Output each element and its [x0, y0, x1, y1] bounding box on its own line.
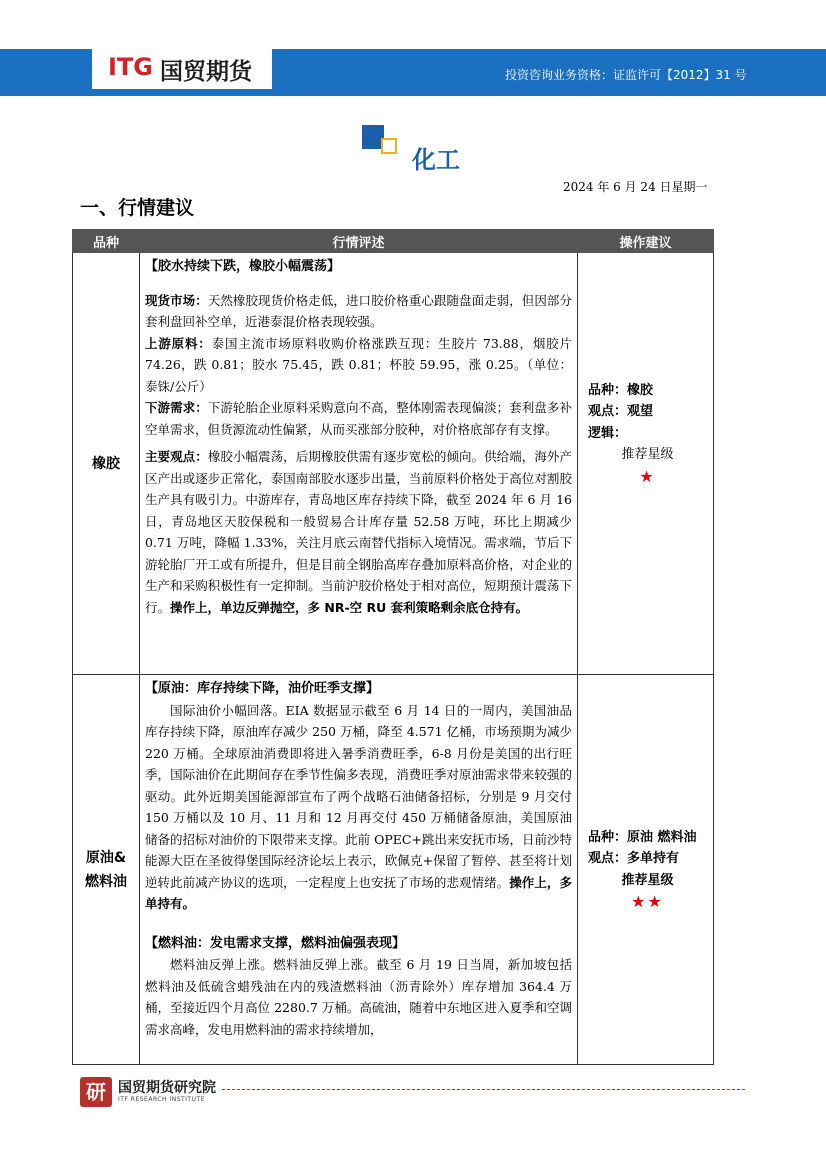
rubber-upstream: 上游原料：泰国主流市场原料收购价格涨跌互现：生胶片 73.88，烟胶片 74.26，跌 0.81；胶水 75.45，跌 0.81；杯胶 59.95，涨 0.25。（单位：泰铢/公斤）: [145, 335, 572, 394]
logo-itg: ITG: [108, 53, 153, 81]
report-date: 2024 年 6 月 24 日星期一: [563, 180, 708, 194]
crude-text: 国际油价小幅回落。EIA 数据显示截至 6 月 14 日的一周内，美国油品库存持续下降，原油库存减少 250 万桶，降至 4.571 亿桶，市场预期为减少 220 万桶。全球原油消费即将进入暑季消费旺季，6-8 月份是美国的出行旺季，国际油价在此期间存在季节性偏多表现，消费旺季对原油需求带来较强的驱动。此外近期美国能源部宣布了两个战略石油储备招标，分别是 9 月交付 150 万桶以及 10 月、11 月和 12 月再交付 450 万桶储备原油，美国原油储备的招标对油价的下限带来支撑。此前 OPEC+跳出来安抚市场，日前沙特能源大臣在圣彼得堡国际经济论坛上表示，欧佩克+保留了暂停、甚至将计划逆转此前减产协议的选项，一定程度上也安抚了市场的悲观情绪。操作上，多单持有。: [145, 702, 572, 911]
operation-oil: [578, 675, 714, 1065]
section-title: 化工: [412, 146, 460, 174]
license-text: 投资咨询业务资格：证监许可【2012】31 号: [505, 68, 747, 82]
rubber-spot: 现货市场：天然橡胶现货价格走低，进口胶价格重心跟随盘面走弱，但因部分套利盘回补空单，近港泰混价格表现较强。: [145, 292, 572, 329]
op-rubber-variety: 品种：橡胶: [588, 382, 654, 398]
section-outline-square-icon: [381, 138, 397, 154]
crude-title: 【原油：库存持续下降，油价旺季支撑】: [145, 681, 380, 696]
op-oil-variety: 品种：原油 燃料油: [588, 829, 697, 845]
comment-rubber: [140, 253, 578, 675]
op-rubber-rating-label: 推荐星级: [621, 447, 674, 463]
institute-seal-icon: 研: [80, 1077, 112, 1107]
operation-rubber: [578, 253, 714, 675]
table-header-row: [73, 230, 714, 253]
op-rubber-stars: ★: [639, 466, 656, 486]
op-rubber-view: 观点：观望: [588, 404, 654, 420]
fuel-text: 燃料油反弹上涨。燃料油反弹上涨。截至 6 月 19 日当周，新加坡包括燃料油及低硫含蜡残油在内的残渣燃料油（沥青除外）库存增加 364.4 万桶，至接近四个月高位 2280.7 万桶。高硫油，随着中东地区进入夏季和空调需求高峰，发电用燃料油的需求持续增加，: [145, 957, 572, 1037]
column-header-variety: 品种: [73, 230, 140, 253]
rubber-view: 主要观点：橡胶小幅震荡，后期橡胶供需有逐步宽松的倾向。供给端，海外产区产出或逐步正常化，泰国南部胶水逐步出量，当前原料价格处于高位对割胶生产具有吸引力。中游库存，青岛地区库存持续下降，截至 2024 年 6 月 16 日，青岛地区天胶保税和一般贸易合计库存量 52.58 万吨，环比上期减少 0.71 万吨，降幅 1.33%，关注月底云南替代指标入境情况。需求端，节后下游轮胎厂开工或有所提升，但是目前全钢胎高库存叠加原料高价格，对企业的生产和采购积极性有一定抑制。当前沪胶价格处于相对高位，短期预计震荡下行。操作上，单边反弹抛空，多 NR-空 RU 套利策略剩余底仓持有。: [145, 449, 572, 615]
comment-oil: [140, 675, 578, 1065]
heading: 一、行情建议: [80, 197, 195, 219]
op-rubber-logic: 逻辑：: [588, 425, 628, 441]
variety-rubber: 橡胶: [73, 253, 140, 675]
institute-name-en: ITF RESEARCH INSTITUTE: [118, 1096, 205, 1103]
variety-oil: 原油& 燃料油: [73, 675, 140, 1065]
column-header-comment: 行情评述: [140, 230, 578, 253]
table-row-rubber: [73, 253, 714, 675]
institute-name: 国贸期货研究院: [118, 1080, 216, 1096]
logo-company-name: 国贸期货: [160, 59, 252, 85]
recommendation-table: [72, 229, 714, 1065]
column-header-operation: 操作建议: [578, 230, 714, 253]
op-oil-view: 观点：多单持有: [588, 851, 680, 866]
op-oil-stars: ★★: [631, 892, 664, 911]
op-oil-rating-label: 推荐星级: [621, 872, 674, 888]
footer-divider: [222, 1089, 745, 1090]
table-row-oil: [73, 675, 714, 1065]
fuel-title: 【燃料油：发电需求支撑，燃料油偏强表现】: [145, 935, 406, 951]
rubber-downstream: 下游需求：下游轮胎企业原料采购意向不高，整体刚需表现偏淡；套利盘多补空单需求，但货源流动性偏紧，从而买涨部分胶种，对价格底部存有支撑。: [145, 400, 572, 437]
rubber-title: 【胶水持续下跌，橡胶小幅震荡】: [145, 259, 341, 274]
